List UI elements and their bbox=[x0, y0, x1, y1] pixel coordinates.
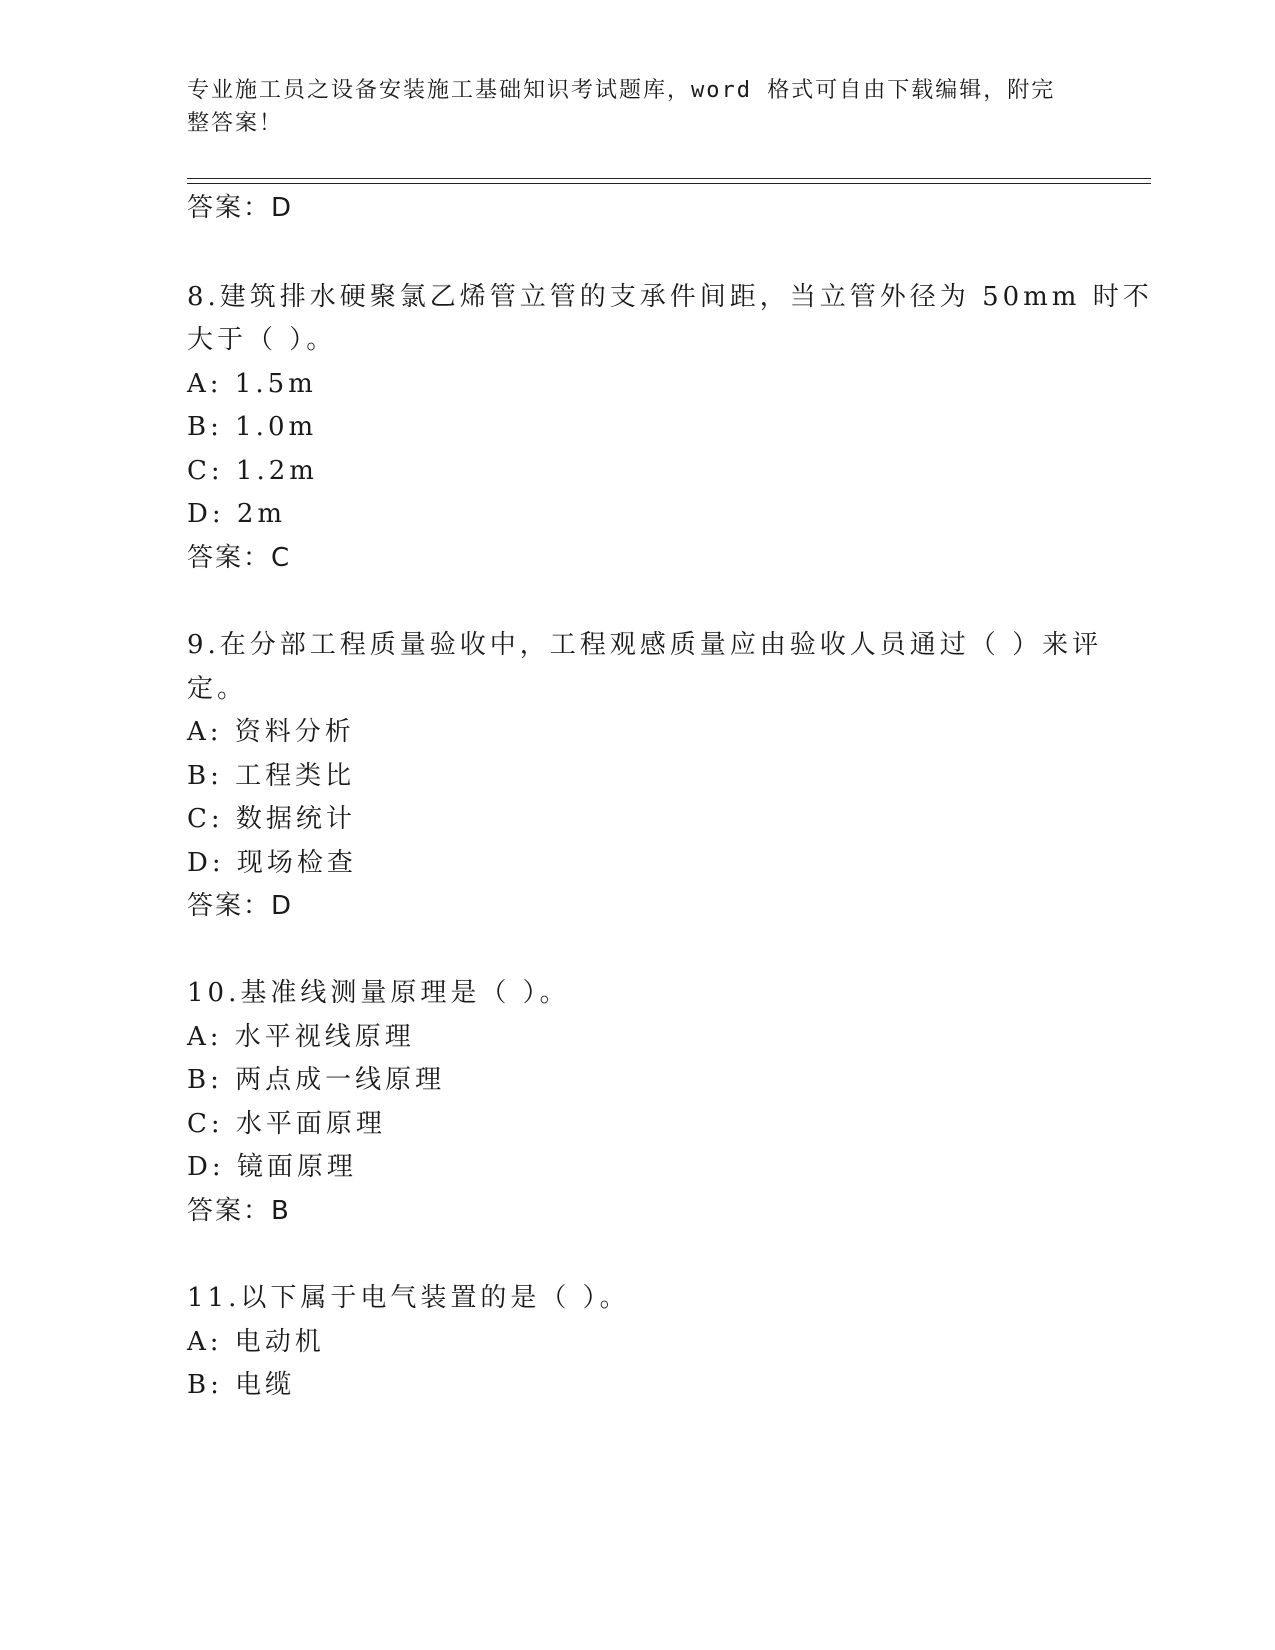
question-8-option-d: D: 2m bbox=[187, 499, 287, 529]
question-8-option-a: A: 1.5m bbox=[187, 369, 317, 399]
question-8-answer: 答案：C bbox=[187, 543, 292, 573]
question-9-answer: 答案：D bbox=[187, 891, 294, 921]
header-divider-top bbox=[187, 178, 1151, 179]
header-line-1: 专业施工员之设备安装施工基础知识考试题库，word 格式可自由下载编辑，附完 bbox=[187, 78, 1056, 103]
answer-previous: 答案：D bbox=[187, 193, 294, 223]
question-9-option-a: A: 资料分析 bbox=[187, 717, 355, 747]
question-8-option-c: C: 1.2m bbox=[187, 456, 318, 486]
question-10-option-d: D: 镜面原理 bbox=[187, 1152, 357, 1182]
question-9-option-b: B: 工程类比 bbox=[187, 761, 356, 791]
question-10-option-c: C: 水平面原理 bbox=[187, 1109, 386, 1139]
question-10-option-b: B: 两点成一线原理 bbox=[187, 1065, 446, 1095]
question-9-text-line-2: 定。 bbox=[187, 674, 248, 704]
header-line-2: 整答案！ bbox=[187, 111, 284, 136]
header-divider-bottom bbox=[187, 183, 1151, 184]
question-11-option-a: A: 电动机 bbox=[187, 1327, 325, 1357]
question-8-option-b: B: 1.0m bbox=[187, 412, 318, 442]
question-11-option-b: B: 电缆 bbox=[187, 1370, 296, 1400]
question-9-option-c: C: 数据统计 bbox=[187, 804, 356, 834]
question-9-text-line-1: 9.在分部工程质量验收中，工程观感质量应由验收人员通过（ ）来评 bbox=[187, 630, 1103, 660]
question-11-text-line-1: 11.以下属于电气装置的是（ ）。 bbox=[187, 1283, 630, 1313]
question-8-text-line-2: 大于（ ）。 bbox=[187, 325, 337, 355]
question-10-answer: 答案：B bbox=[187, 1196, 291, 1226]
question-10-text-line-1: 10.基准线测量原理是（ ）。 bbox=[187, 978, 570, 1008]
question-10-option-a: A: 水平视线原理 bbox=[187, 1022, 415, 1052]
question-9-option-d: D: 现场检查 bbox=[187, 848, 357, 878]
document-header bbox=[187, 74, 1067, 140]
question-8-text-line-1: 8.建筑排水硬聚氯乙烯管立管的支承件间距，当立管外径为 50mm 时不 bbox=[187, 282, 1153, 312]
